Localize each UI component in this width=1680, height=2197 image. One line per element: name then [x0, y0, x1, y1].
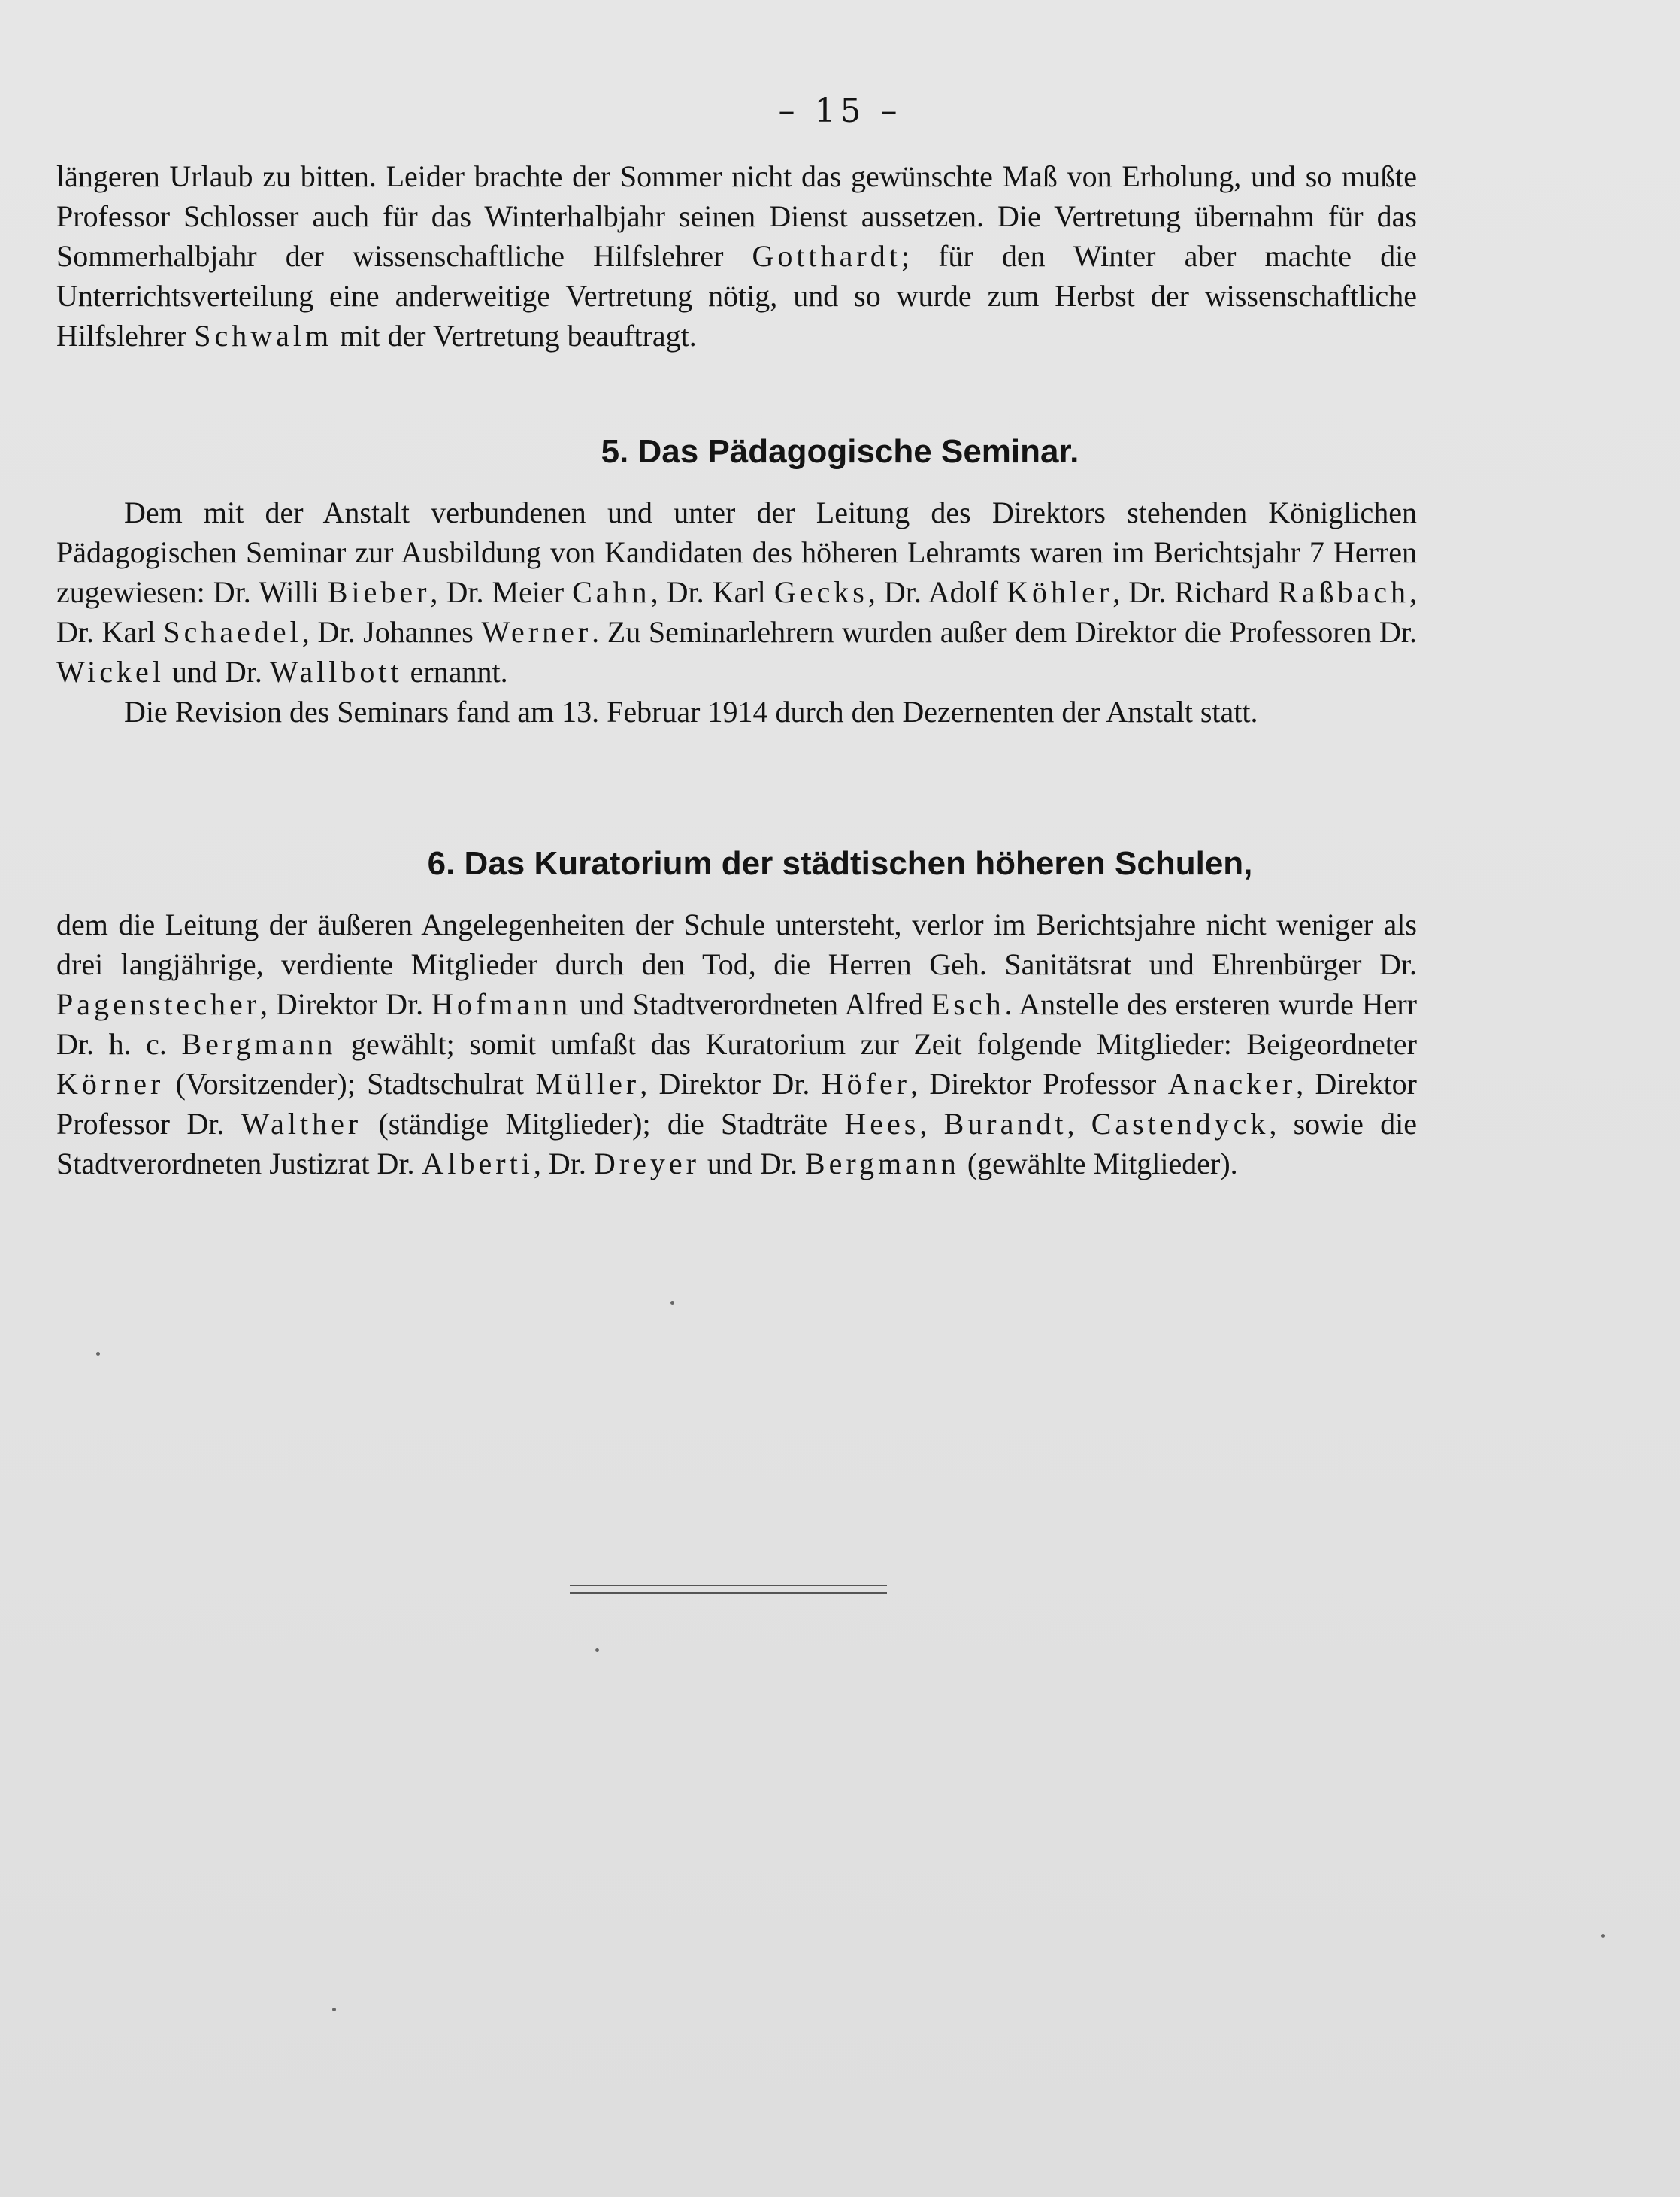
- section-5-body: [56, 492, 1417, 732]
- section-6-body: [56, 905, 1417, 1183]
- speck: [332, 2008, 336, 2011]
- speck: [1601, 1934, 1605, 1938]
- name-spaced: Gotthardt: [752, 239, 901, 273]
- speck: [595, 1648, 599, 1652]
- paragraph-revision: Die Revision des Seminars fand am 13. Februar 1914 durch den Dezernenten der Anstalt statt.: [124, 695, 1258, 729]
- paragraph-kuratorium: dem die Leitung der äußeren Angelegenheiten der Schule untersteht, verlor im Berichtsjahre nicht weniger als drei langjährige, verdiente Mitglieder durch den Tod, die Herren Geh. Sanitätsrat und Ehrenbürger Dr. Pagenstecher, Direktor Dr. Hofmann und Stadtverordneten Alfred Esch. Anstelle des ersteren wurde Herr Dr. h. c. Bergmann gewählt; somit umfaßt das Kuratorium zur Zeit folgende Mitglieder: Beigeordneter Körner (Vorsitzender); Stadtschulrat Müller, Direktor Dr. Höfer, Direktor Professor Anacker, Direktor Professor Dr. Walther (ständige Mitglieder); die Stadträte Hees, Burandt, Castendyck, sowie die Stadtverordneten Justizrat Dr. Alberti, Dr. Dreyer und Dr. Bergmann (gewählte Mitglieder).: [56, 908, 1418, 1180]
- speck: [670, 1301, 674, 1305]
- section-6-heading: 6. Das Kuratorium der städtischen höheren Schulen,: [427, 845, 1253, 882]
- name-spaced: Schwalm: [194, 319, 333, 353]
- end-rule: [570, 1585, 887, 1594]
- speck: [96, 1352, 100, 1356]
- paragraph-vertretung: längeren Urlaub zu bitten. Leider brachte der Sommer nicht das gewünschte Maß von Erholung, und so mußte Professor Schlosser auch für das Winterhalbjahr seinen Dienst aussetzen. Die Vertretung übernahm für das Sommerhalbjahr der wissenschaftliche Hilfslehrer Gotthardt; für den Winter aber machte die Unterrichtsverteilung eine anderweitige Vertretung nötig, und so wurde zum Herbst der wissenschaftliche Hilfslehrer Schwalm mit der Vertretung beauftragt.: [56, 159, 1417, 353]
- paragraph-seminar: Dem mit der Anstalt verbundenen und unter der Leitung des Direktors stehenden Königlichen Pädagogischen Seminar zur Ausbildung von Kandidaten des höheren Lehramts waren im Berichtsjahr 7 Herren zugewiesen: Dr. Willi Bieber, Dr. Meier Cahn, Dr. Karl Gecks, Dr. Adolf Köhler, Dr. Richard Raßbach, Dr. Karl Schaedel, Dr. Johannes Werner. Zu Seminarlehrern wurden außer dem Direktor die Professoren Dr. Wickel und Dr. Wallbott ernannt.: [56, 495, 1418, 689]
- page-number: – 15 –: [778, 92, 902, 130]
- section-5-heading: 5. Das Pädagogische Seminar.: [601, 433, 1079, 470]
